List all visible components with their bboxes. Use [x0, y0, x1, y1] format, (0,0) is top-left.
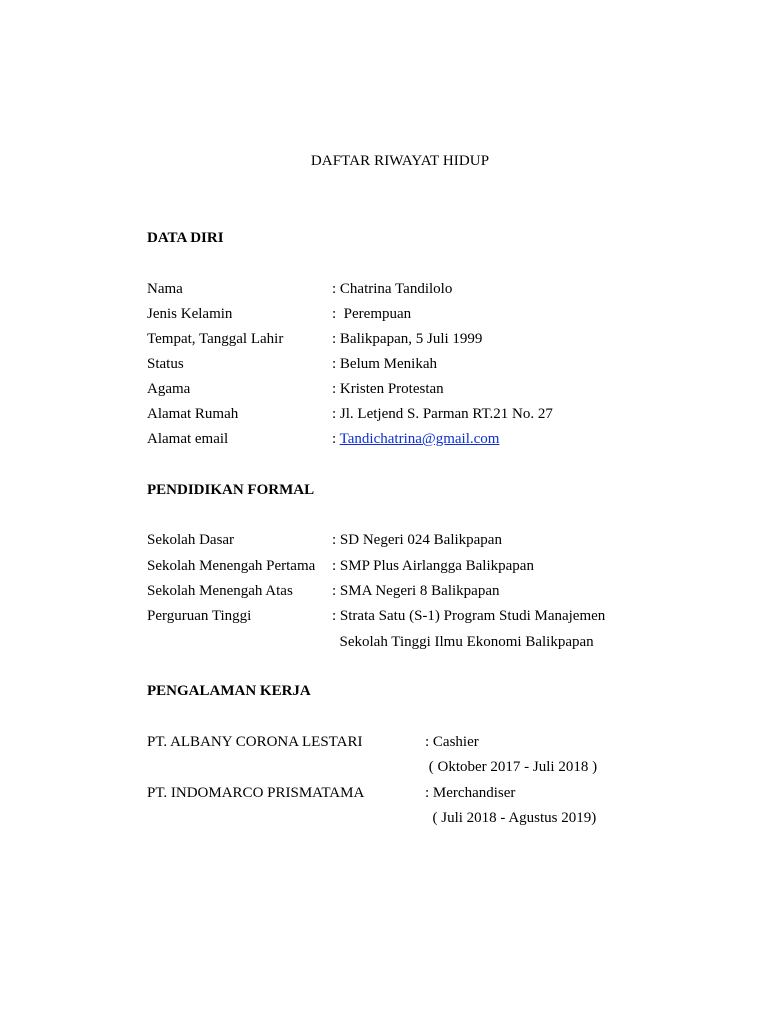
section-heading-pengalaman-kerja: PENGALAMAN KERJA: [147, 683, 311, 699]
row-value: [332, 429, 499, 449]
row-label: Jenis Kelamin: [147, 306, 233, 322]
row-value: : Perempuan: [332, 306, 412, 322]
row-label: Alamat email: [147, 431, 229, 447]
email-prefix: :: [332, 431, 340, 447]
section-heading-data-diri: DATA DIRI: [147, 230, 224, 246]
row-value: : Balikpapan, 5 Juli 1999: [332, 331, 483, 347]
row-label: Perguruan Tinggi: [147, 608, 252, 624]
row-value: : Merchandiser: [425, 785, 516, 801]
section-heading-pendidikan-formal: PENDIDIKAN FORMAL: [147, 482, 315, 498]
row-value: : SD Negeri 024 Balikpapan: [332, 532, 502, 548]
row-value: : Chatrina Tandilolo: [332, 281, 453, 297]
row-value: : SMP Plus Airlangga Balikpapan: [332, 558, 534, 574]
row-value: : Belum Menikah: [332, 356, 437, 372]
row-value: : Jl. Letjend S. Parman RT.21 No. 27: [332, 406, 553, 422]
row-value: ( Juli 2018 - Agustus 2019): [425, 810, 597, 826]
row-label: Status: [147, 356, 184, 372]
row-value: : SMA Negeri 8 Balikpapan: [332, 583, 500, 599]
row-label: Sekolah Menengah Pertama: [147, 558, 316, 574]
row-value: : Strata Satu (S-1) Program Studi Manajemen: [332, 608, 606, 624]
row-value: Sekolah Tinggi Ilmu Ekonomi Balikpapan: [332, 634, 594, 650]
email-link[interactable]: Tandichatrina@gmail.com: [339, 431, 500, 447]
row-label: PT. INDOMARCO PRISMATAMA: [147, 785, 365, 801]
row-value: ( Oktober 2017 - Juli 2018 ): [425, 759, 598, 775]
row-label: Tempat, Tanggal Lahir: [147, 331, 284, 347]
row-label: Agama: [147, 381, 191, 397]
row-label: PT. ALBANY CORONA LESTARI: [147, 734, 363, 750]
row-label: Nama: [147, 281, 183, 297]
row-value: : Cashier: [425, 734, 479, 750]
row-label: Sekolah Dasar: [147, 532, 235, 548]
row-value: : Kristen Protestan: [332, 381, 444, 397]
row-label: Sekolah Menengah Atas: [147, 583, 293, 599]
row-label: Alamat Rumah: [147, 406, 239, 422]
document-title: DAFTAR RIWAYAT HIDUP: [310, 153, 490, 169]
